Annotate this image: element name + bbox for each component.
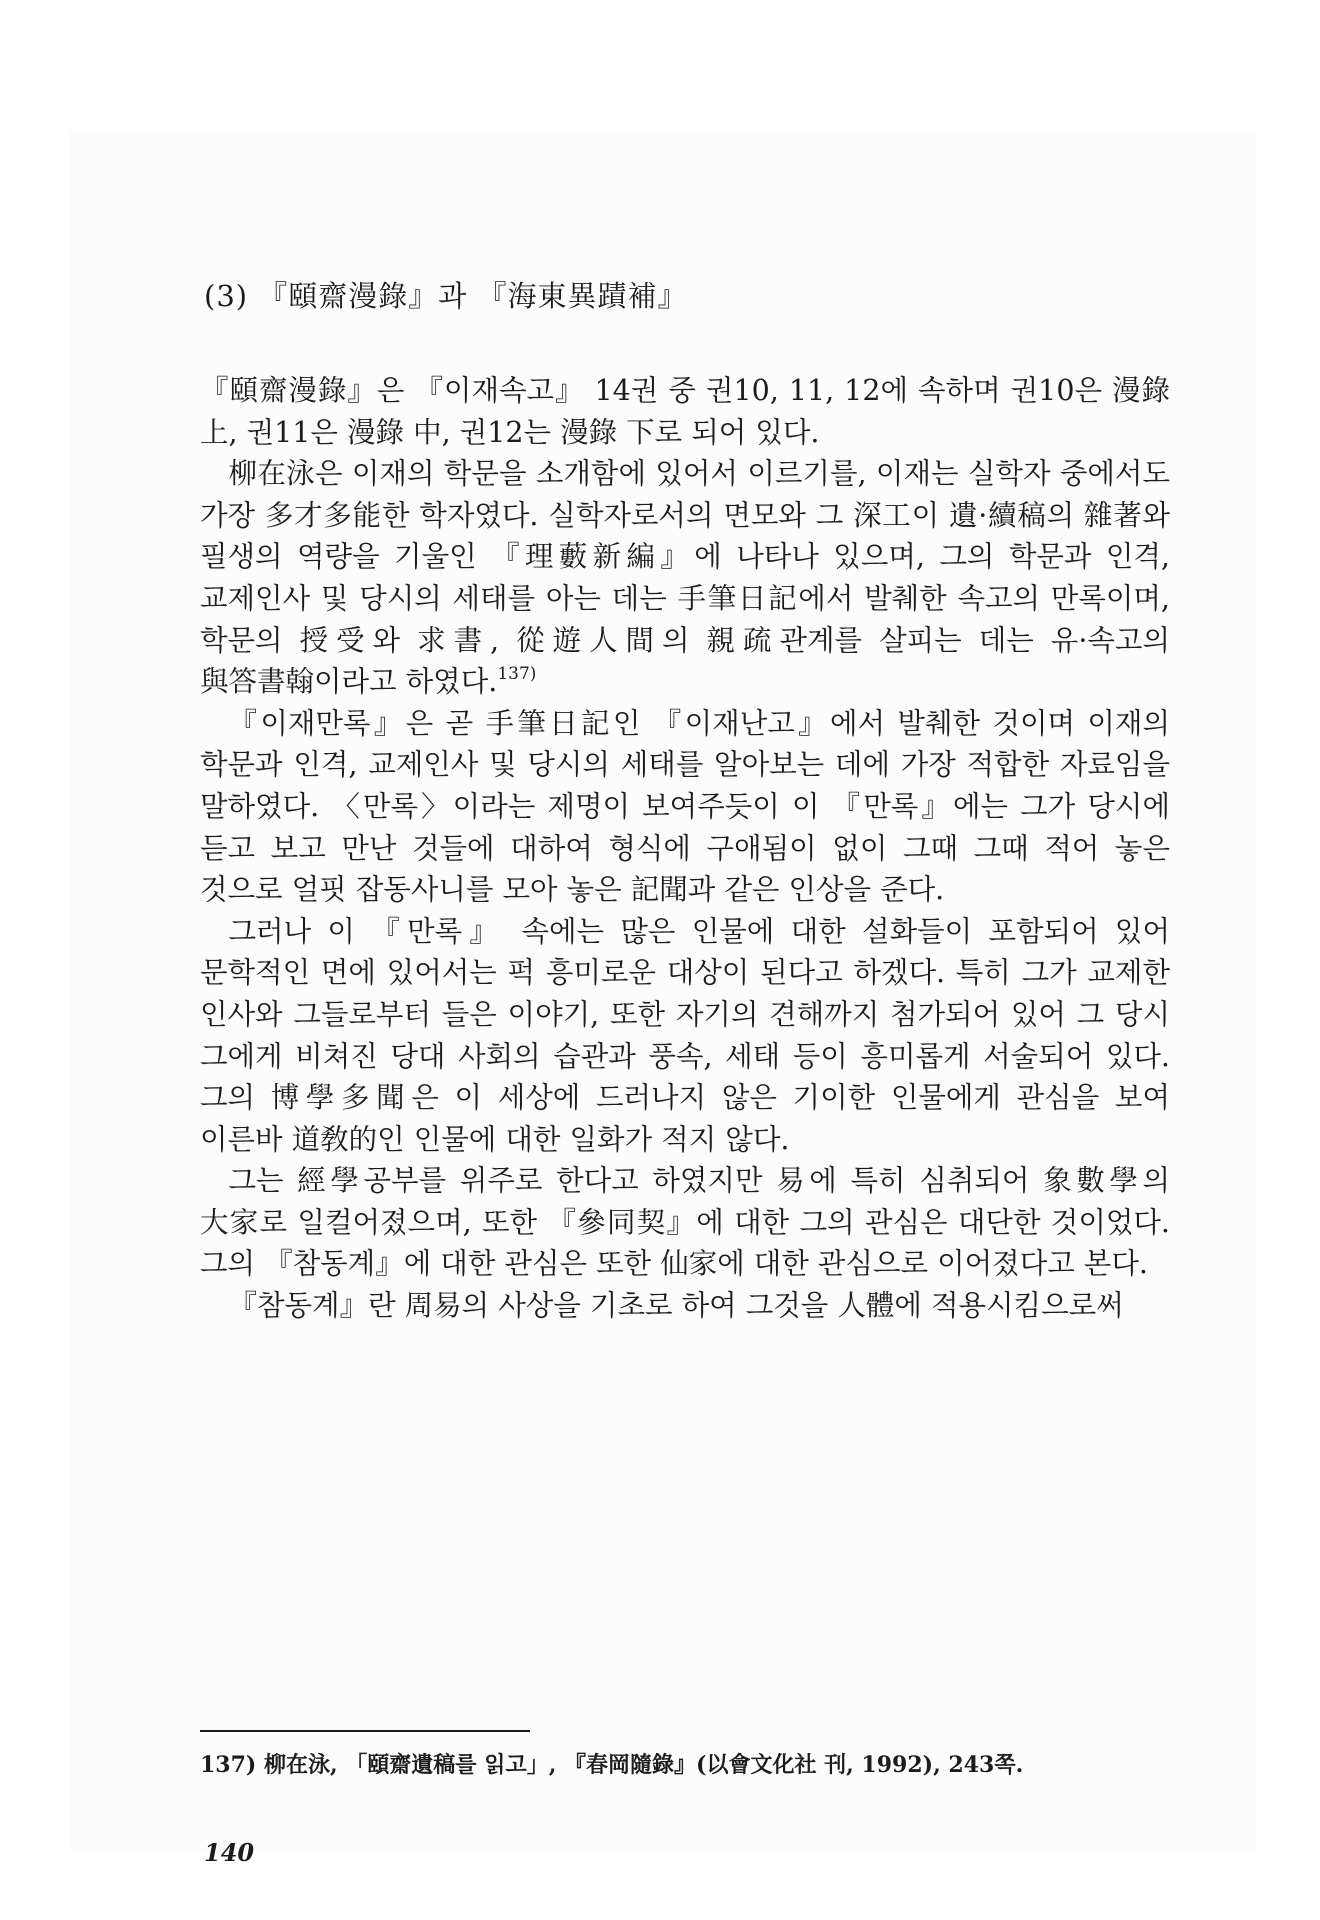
footnote-reference[interactable]: 137): [497, 664, 537, 685]
section-heading: (3) 『頤齋漫錄』과 『海東異蹟補』: [204, 279, 688, 313]
document-page: [200, 0, 1170, 1920]
paragraph-3: [200, 703, 1170, 911]
paragraph-4: [200, 911, 1170, 1161]
paragraph-2-text: 柳在泳은 이재의 학문을 소개함에 있어서 이르기를, 이재는 실학자 중에서도 가장 多才多能한 학자였다. 실학자로서의 면모와 그 深工이 遺·續稿의 雜著와 필생의 역량을 기울인 『理藪新編』에 나타나 있으며, 그의 학문과 인격, 교제인사 및 당시의 세태를 아는 데는 手筆日記에서 발췌한 속고의 만록이며, 학문의 授受와 求書, 從遊人間의 親疏관계를 살피는 데는 유·속고의 與答書翰이라고 하였다.: [200, 457, 1170, 699]
footnote-divider: [200, 1730, 530, 1732]
body-text: [200, 370, 1170, 1327]
footnote: 137) 柳在泳, 「頤齋遺稿를 읽고」, 『春岡隨錄』(以會文化社 刊, 1992), 243쪽.: [200, 1752, 1024, 1778]
paragraph-2: [200, 453, 1170, 703]
paragraph-6-text: 『참동계』란 周易의 사상을 기초로 하여 그것을 人體에 적용시킴으로써: [228, 1289, 1124, 1323]
paragraph-3-text: 『이재만록』은 곧 手筆日記인 『이재난고』에서 발췌한 것이며 이재의 학문과 인격, 교제인사 및 당시의 세태를 알아보는 데에 가장 적합한 자료임을 말하였다. 〈만록〉이라는 제명이 보여주듯이 이 『만록』에는 그가 당시에 듣고 보고 만난 것들에 대하여 형식에 구애됨이 없이 그때 그때 적어 놓은 것으로 얼핏 잡동사니를 모아 놓은 記聞과 같은 인상을 준다.: [200, 706, 1170, 907]
paragraph-1-text: 『頤齋漫錄』은 『이재속고』 14권 중 권10, 11, 12에 속하며 권10은 漫錄 上, 권11은 漫錄 中, 권12는 漫錄 下로 되어 있다.: [200, 374, 1170, 449]
paragraph-5-text: 그는 經學공부를 위주로 한다고 하였지만 易에 특히 심취되어 象數學의 大家로 일컬어졌으며, 또한 『參同契』에 대한 그의 관심은 대단한 것이었다. 그의 『참동계』에 대한 관심은 또한 仙家에 대한 관심으로 이어졌다고 본다.: [200, 1164, 1170, 1281]
paragraph-1: [200, 370, 1170, 453]
paragraph-4-text: 그러나 이 『만록』 속에는 많은 인물에 대한 설화들이 포함되어 있어 문학적인 면에 있어서는 퍽 흥미로운 대상이 된다고 하겠다. 특히 그가 교제한 인사와 그들로부터 들은 이야기, 또한 자기의 견해까지 첨가되어 있어 그 당시 그에게 비쳐진 당대 사회의 습관과 풍속, 세태 등이 흥미롭게 서술되어 있다. 그의 博學多聞은 이 세상에 드러나지 않은 기이한 인물에게 관심을 보여 이른바 道敎的인 인물에 대한 일화가 적지 않다.: [200, 914, 1170, 1156]
paragraph-6: [200, 1285, 1170, 1327]
paragraph-5: [200, 1160, 1170, 1285]
page-number: 140: [204, 1838, 255, 1867]
